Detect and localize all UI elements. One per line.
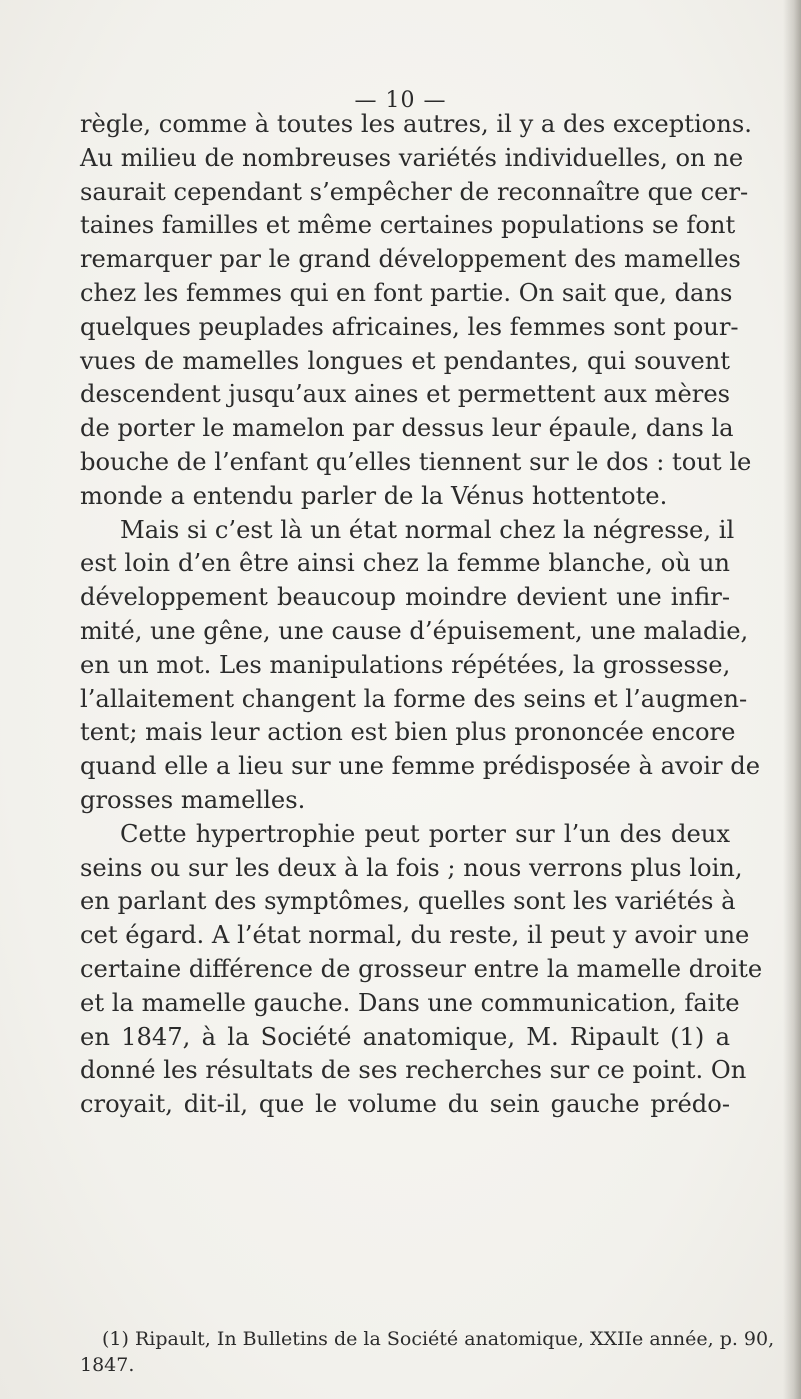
body-text-line: Mais si c’est là un état normal chez la négresse, il (120, 515, 735, 544)
body-text-line: donné les résultats de ses recherches sur ce point. On (80, 1056, 747, 1085)
body-text-line: l’allaitement changent la forme des seins et l’augmen- (80, 684, 748, 713)
body-text-line: cet égard. A l’état normal, du reste, il peut y avoir une (80, 921, 750, 950)
body-text-line: Au milieu de nombreuses variétés individuelles, on ne (80, 143, 744, 172)
body-text-line: en 1847, à la Société anatomique, M. Ripault (1) a (80, 1022, 730, 1051)
body-text-line: saurait cependant s’empêcher de reconnaître que cer- (80, 177, 749, 206)
body-text-line: bouche de l’enfant qu’elles tiennent sur le dos : tout le (80, 447, 752, 476)
body-text-line: est loin d’en être ainsi chez la femme blanche, où un (80, 549, 730, 578)
body-text-line: développement beaucoup moindre devient une infir- (80, 583, 730, 612)
body-text-line: vues de mamelles longues et pendantes, qui souvent (80, 346, 730, 375)
body-text-line: taines familles et même certaines populations se font (80, 211, 736, 240)
body-text-line: mité, une gêne, une cause d’épuisement, une maladie, (80, 616, 749, 645)
body-text-line: certaine différence de grosseur entre la mamelle droite (80, 954, 763, 983)
body-text-line: seins ou sur les deux à la fois ; nous verrons plus loin, (80, 853, 743, 882)
body-text-line: descendent jusqu’aux aines et permettent aux mères (80, 380, 731, 409)
body-text-line: quand elle a lieu sur une femme prédisposée à avoir de (80, 752, 761, 781)
body-text-line: en parlant des symptômes, quelles sont les variétés à (80, 887, 736, 916)
body-text-line: chez les femmes qui en font partie. On sait que, dans (80, 278, 733, 307)
body-text-line: croyait, dit-il, que le volume du sein gauche prédo- (80, 1090, 730, 1119)
body-text-line: quelques peuplades africaines, les femmes sont pour- (80, 312, 739, 341)
footnote (80, 1326, 775, 1378)
body-text (80, 108, 763, 1122)
body-text-line: tent; mais leur action est bien plus prononcée encore (80, 718, 736, 747)
body-text-line: remarquer par le grand développement des mamelles (80, 245, 741, 274)
page-edge-shadow (783, 0, 801, 1399)
body-text-line: et la mamelle gauche. Dans une communication, faite (80, 988, 740, 1017)
footnote-line: 1847. (80, 1354, 135, 1376)
body-text-line: Cette hypertrophie peut porter sur l’un des deux (120, 819, 730, 848)
body-text-line: de porter le mamelon par dessus leur épaule, dans la (80, 414, 734, 443)
body-text-line: monde a entendu parler de la Vénus hottentote. (80, 481, 668, 510)
page-number: — 10 — (354, 88, 447, 113)
footnote-line: (1) Ripault, In Bulletins de la Société anatomique, XXIIe année, p. 90, (102, 1328, 775, 1350)
body-text-line: règle, comme à toutes les autres, il y a des exceptions. (80, 110, 752, 138)
body-text-line: grosses mamelles. (80, 785, 306, 814)
body-text-line: en un mot. Les manipulations répétées, la grossesse, (80, 650, 731, 679)
